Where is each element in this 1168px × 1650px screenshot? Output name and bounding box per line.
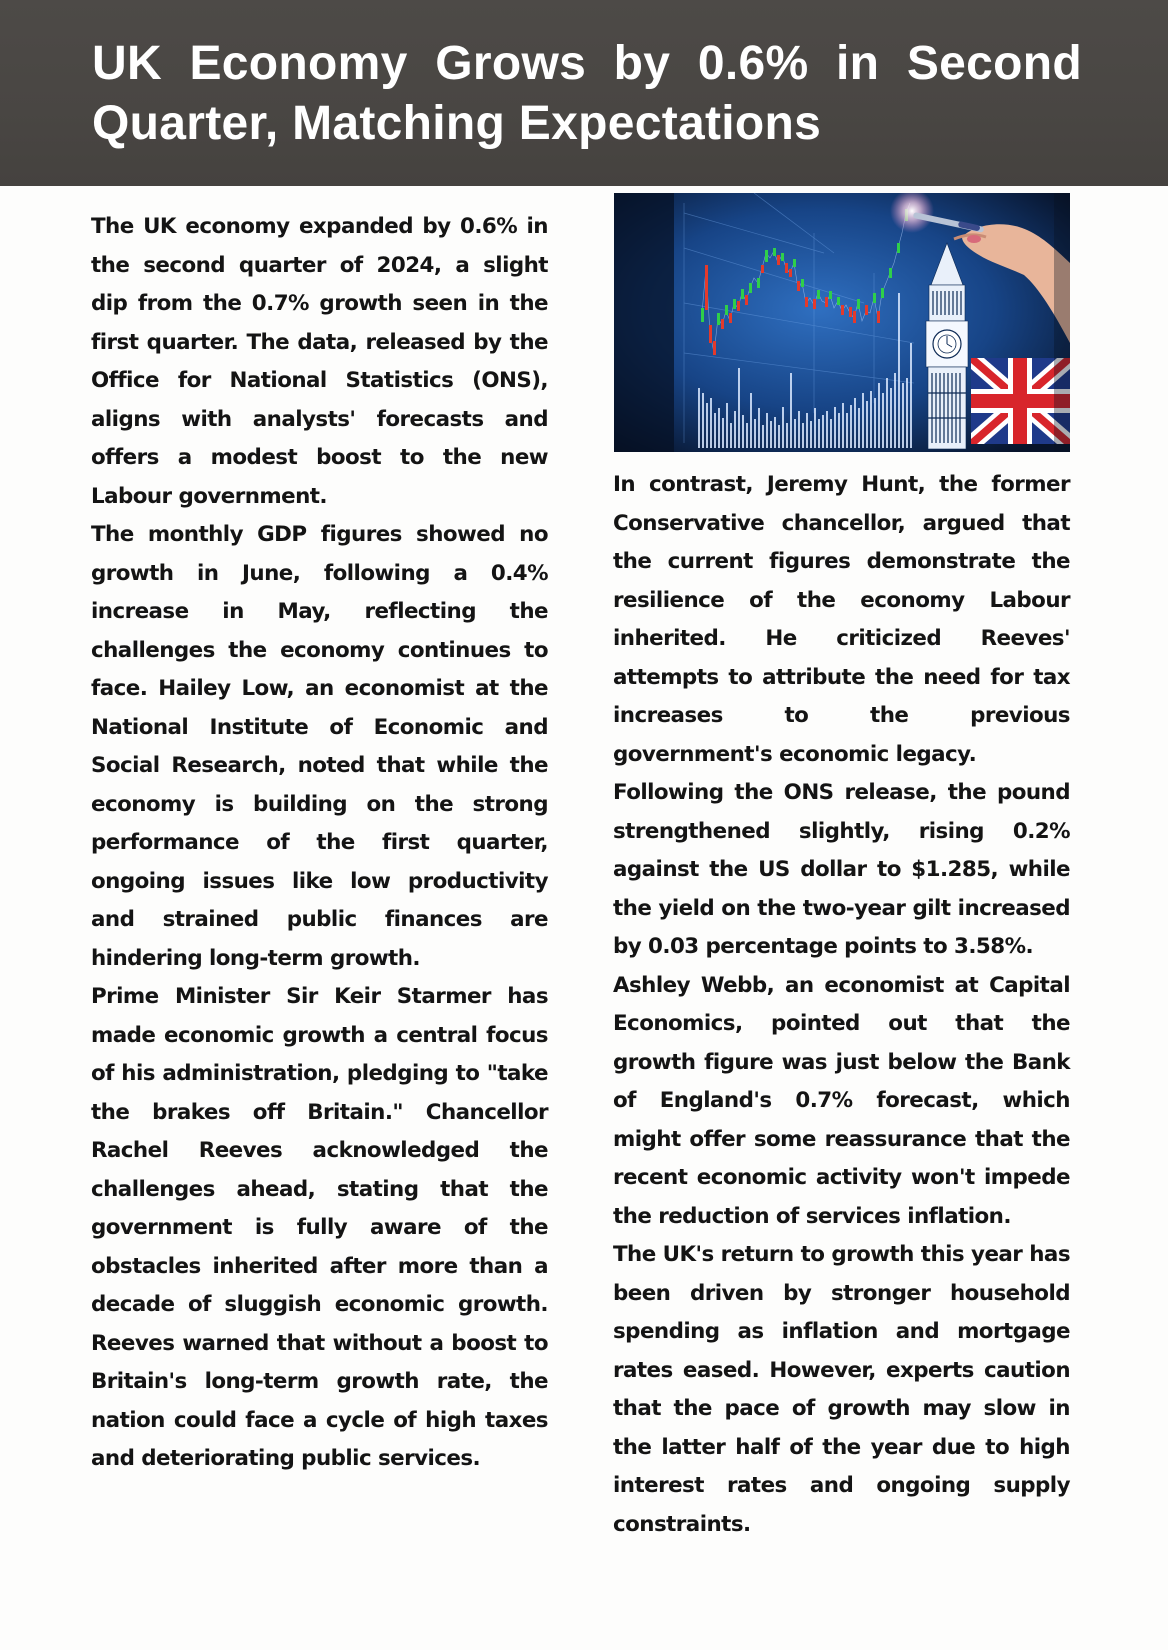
article-paragraph: The UK economy expanded by 0.6% in the second quarter of 2024, a slight dip from the 0.7% growth seen in the first quarter. The data, released by the Office for National Statistics (ONS), aligns with analysts' forecasts and offers a modest boost to the new Labour government.	[91, 214, 548, 509]
article-column-left	[91, 208, 548, 1479]
article-image	[614, 193, 1070, 452]
article-paragraph: Ashley Webb, an economist at Capital Economics, pointed out that the growth figure was just below the Bank of England's 0.7% forecast, which might offer some reassurance that the recent economic activity won't impede the reduction of services inflation.	[613, 972, 1070, 1229]
headline-title: UK Economy Grows by 0.6% in Second Quarter, Matching Expectations	[92, 37, 1082, 150]
article-paragraph: The monthly GDP figures showed no growth in June, following a 0.4% increase in May, reflecting the challenges the economy continues to face. Hailey Low, an economist at the National Institute of Economic and Social Research, noted that while the economy is building on the strong performance of the first quarter, ongoing issues like low productivity and strained public finances are hindering long-term growth.	[91, 522, 548, 971]
article-column-right	[613, 466, 1070, 1544]
stock-chart-illustration	[614, 193, 1070, 452]
article-paragraph: Prime Minister Sir Keir Starmer has made economic growth a central focus of his administration, pledging to "take the brakes off Britain." Chancellor Rachel Reeves acknowledged the challenges ahead, stating that the government is fully aware of the obstacles inherited after more than a decade of sluggish economic growth. Reeves warned that without a boost to Britain's long-term growth rate, the nation could face a cycle of high taxes and deteriorating public services.	[91, 984, 548, 1471]
headline-banner	[0, 0, 1168, 186]
article-paragraph: The UK's return to growth this year has been driven by stronger household spending as inflation and mortgage rates eased. However, experts caution that the pace of growth may slow in the latter half of the year due to high interest rates and ongoing supply constraints.	[613, 1242, 1070, 1537]
article-paragraph: In contrast, Jeremy Hunt, the former Conservative chancellor, argued that the current figures demonstrate the resilience of the economy Labour inherited. He criticized Reeves' attempts to attribute the need for tax increases to the previous government's economic legacy.	[613, 472, 1070, 767]
article-paragraph: Following the ONS release, the pound strengthened slightly, rising 0.2% against the US dollar to $1.285, while the yield on the two-year gilt increased by 0.03 percentage points to 3.58%.	[613, 780, 1070, 959]
